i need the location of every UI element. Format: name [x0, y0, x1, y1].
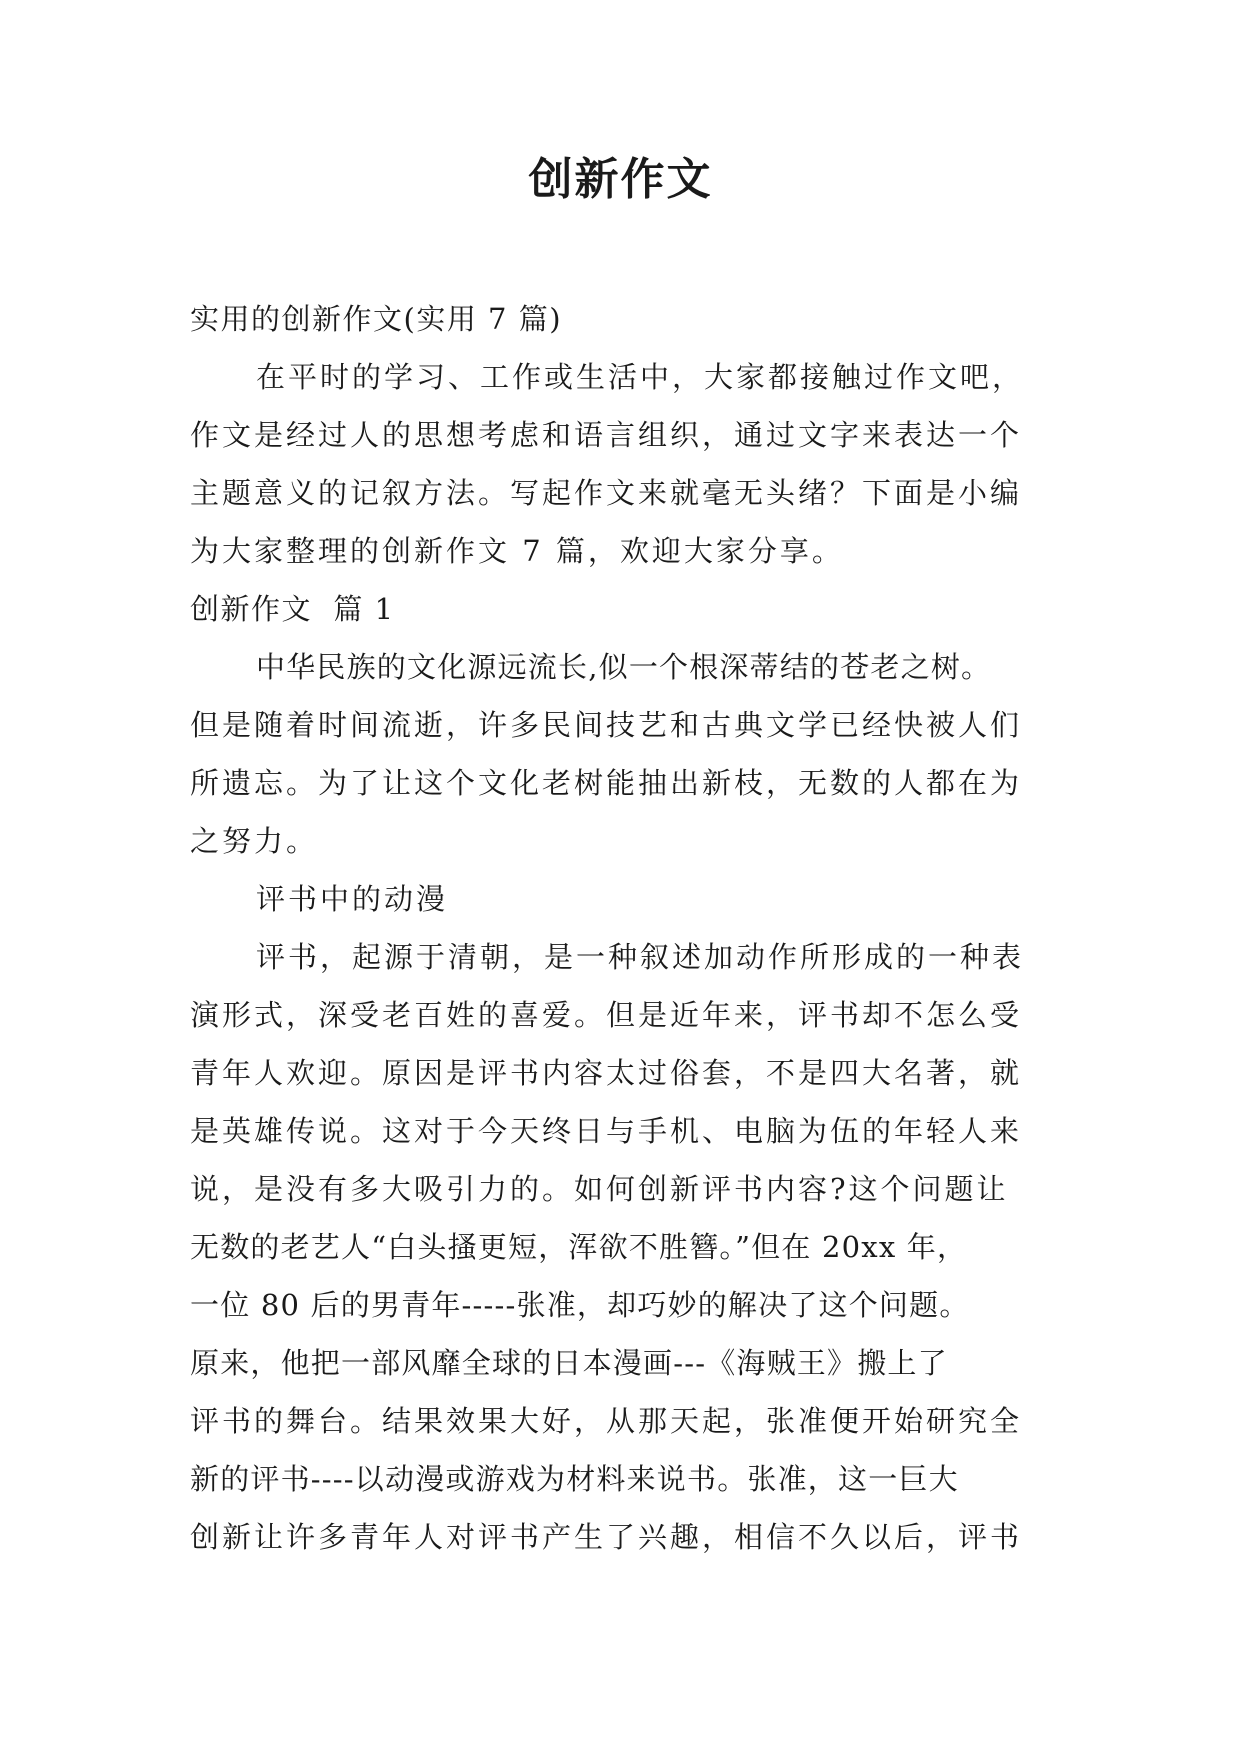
paragraph-line: 之努力。: [190, 824, 319, 858]
document-title: 创新作文: [528, 154, 713, 205]
paragraph-line: 青年人欢迎。原因是评书内容太过俗套，不是四大名著，就: [190, 1056, 1023, 1090]
paragraph-line: 评书的舞台。结果效果大好，从那天起，张准便开始研究全: [190, 1404, 1023, 1438]
paragraph-line: 主题意义的记叙方法。写起作文来就毫无头绪？下面是小编: [190, 476, 1023, 510]
paragraph-line: 创新让许多青年人对评书产生了兴趣，相信不久以后，评书: [190, 1520, 1023, 1554]
paragraph-line: 原来，他把一部风靡全球的日本漫画---《海贼王》搬上了: [190, 1346, 948, 1380]
sub-heading: 评书中的动漫: [256, 882, 449, 916]
section-heading: 创新作文 篇 1: [190, 592, 395, 626]
paragraph-line: 中华民族的文化源远流长,似一个根深蒂结的苍老之树。: [256, 650, 992, 684]
paragraph-line: 无数的老艺人“白头搔更短，浑欲不胜簪。”但在 20xx 年，: [190, 1230, 968, 1264]
paragraph-line: 所遗忘。为了让这个文化老树能抽出新枝，无数的人都在为: [190, 766, 1023, 800]
paragraph-line: 说，是没有多大吸引力的。如何创新评书内容?这个问题让: [190, 1172, 1009, 1206]
paragraph-line: 作文是经过人的思想考虑和语言组织，通过文字来表达一个: [190, 418, 1023, 452]
document-subtitle: 实用的创新作文(实用 7 篇): [190, 302, 563, 336]
paragraph-2: [190, 928, 1080, 1566]
paragraph-line: 是英雄传说。这对于今天终日与手机、电脑为伍的年轻人来: [190, 1114, 1023, 1148]
paragraph-line: 但是随着时间流逝，许多民间技艺和古典文学已经快被人们: [190, 708, 1023, 742]
paragraph-line: 为大家整理的创新作文 7 篇，欢迎大家分享。: [190, 534, 844, 568]
paragraph-line: 新的评书----以动漫或游戏为材料来说书。张准，这一巨大: [190, 1462, 959, 1496]
paragraph-line: 在平时的学习、工作或生活中，大家都接触过作文吧，: [256, 360, 1025, 394]
paragraph-line: 演形式，深受老百姓的喜爱。但是近年来，评书却不怎么受: [190, 998, 1023, 1032]
paragraph-line: 评书，起源于清朝，是一种叙述加动作所形成的一种表: [256, 940, 1025, 974]
paragraph-1: [190, 638, 1080, 870]
document-body: [190, 290, 1080, 1566]
intro-paragraph: [190, 348, 1080, 580]
paragraph-line: 一位 80 后的男青年-----张准，却巧妙的解决了这个问题。: [190, 1288, 970, 1322]
